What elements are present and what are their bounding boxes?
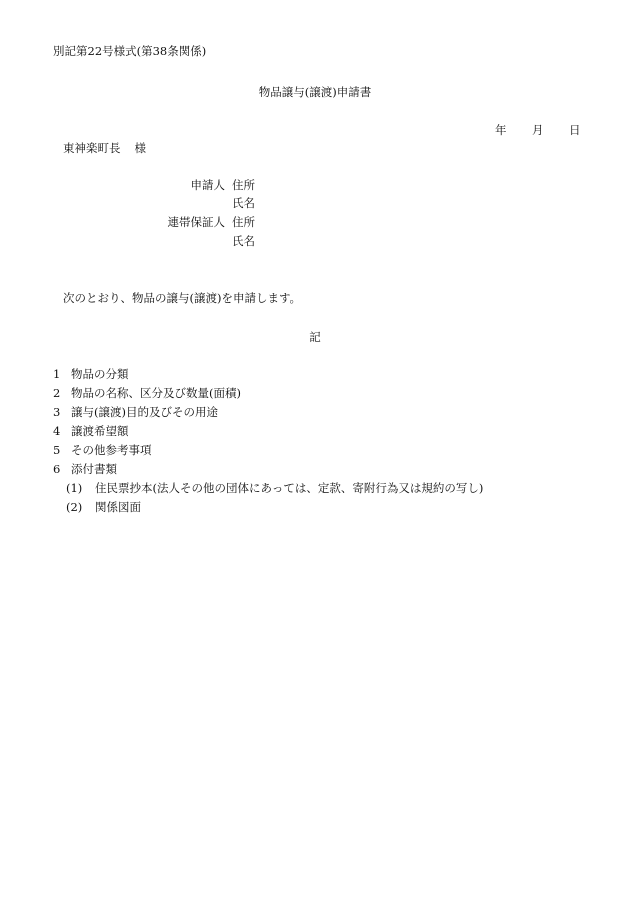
- attachment-item: [66, 483, 483, 495]
- attachment-number: (1): [66, 481, 83, 495]
- addressee: [63, 143, 146, 155]
- item-text: 添付書類: [71, 462, 117, 476]
- date-line: [495, 125, 581, 137]
- item-number: 4: [53, 424, 61, 438]
- item-text: 物品の分類: [71, 367, 129, 381]
- list-item: [53, 426, 129, 438]
- guarantor-role-label: 連帯保証人: [167, 215, 225, 229]
- item-text: 物品の名称、区分及び数量(面積): [71, 386, 241, 400]
- addressee-honorific: 様: [134, 141, 146, 155]
- applicant-name-label: 氏名: [232, 196, 255, 210]
- application-statement: 次のとおり、物品の譲与(譲渡)を申請します。: [63, 291, 302, 305]
- item-number: 2: [53, 386, 61, 400]
- attachment-item: [66, 502, 141, 514]
- addressee-name: 東神楽町長: [63, 141, 121, 155]
- date-month-label: 月: [532, 123, 544, 137]
- attachment-text: 関係図面: [95, 500, 141, 514]
- form-label: 別記第22号様式(第38条関係): [53, 44, 207, 58]
- date-day-label: 日: [569, 123, 581, 137]
- guarantor-name-label: 氏名: [232, 234, 255, 248]
- applicant-role-label: 申請人: [190, 178, 225, 192]
- list-item: [53, 464, 117, 476]
- list-item: [53, 445, 152, 457]
- guarantor-address-label: 住所: [232, 215, 255, 229]
- item-text: その他参考事項: [71, 443, 152, 457]
- attachment-text: 住民票抄本(法人その他の団体にあっては、定款、寄附行為又は規約の写し): [95, 481, 484, 495]
- item-number: 6: [53, 462, 61, 476]
- attachment-number: (2): [66, 500, 83, 514]
- item-text: 譲渡希望額: [71, 424, 129, 438]
- item-number: 3: [53, 405, 61, 419]
- list-item: [53, 388, 241, 400]
- item-number: 5: [53, 443, 61, 457]
- ki-heading: 記: [309, 330, 321, 344]
- applicant-address-label: 住所: [232, 178, 255, 192]
- list-item: [53, 369, 129, 381]
- item-text: 譲与(譲渡)目的及びその用途: [71, 405, 218, 419]
- page-title: 物品譲与(譲渡)申請書: [258, 85, 372, 99]
- date-year-label: 年: [495, 123, 507, 137]
- item-number: 1: [53, 367, 61, 381]
- list-item: [53, 407, 218, 419]
